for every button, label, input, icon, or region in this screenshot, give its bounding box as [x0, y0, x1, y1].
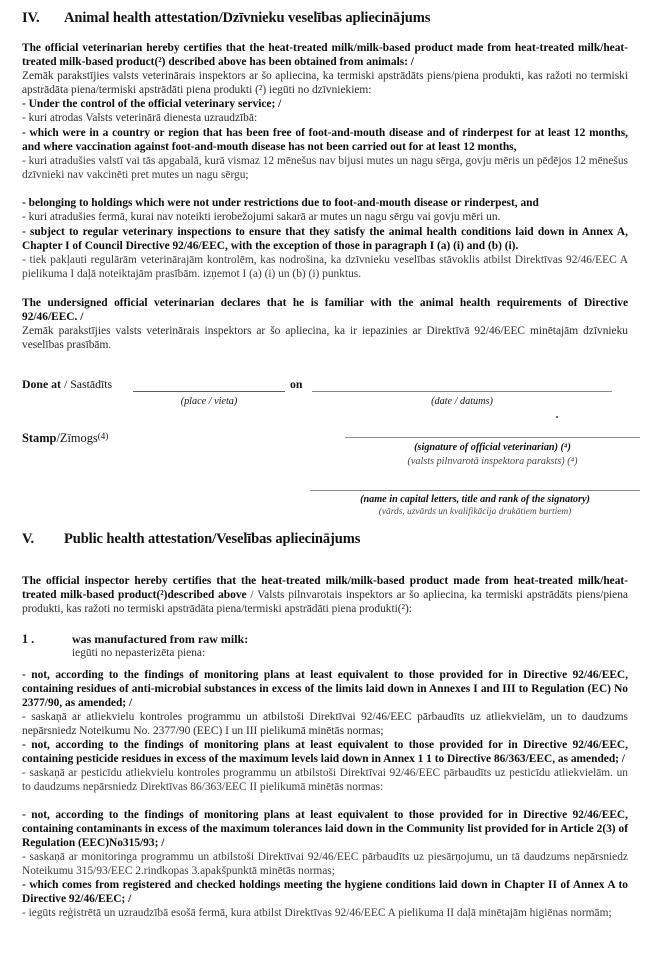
section-iv-declaration: [22, 296, 628, 352]
bullet-lv: - kuri atradušies valstī vai tās apgabalā, kurā vismaz 12 mēnešus nav bijusi mutes un nagu sērga, govju mēris un pēdējos 12 mēnešus dzīvnieki nav vakcinēti pret mutes un nagu sērgu;: [22, 155, 628, 182]
section-title-v: Public health attestation/Veselības apliecinājums: [64, 531, 361, 547]
section-v-bullet-2: [22, 738, 628, 794]
section-v-bullet-1: [22, 668, 628, 738]
place-caption-en: (place: [180, 396, 207, 407]
intro-en: The official inspector hereby certifies that the heat-treated milk/milk-based product made from heat-treated milk/heat-treated milk-based product(²)described above: [22, 575, 628, 602]
section-numeral-v: V.: [22, 531, 35, 547]
scan-artifact-speck: [556, 416, 558, 418]
bullet-en: - which were in a country or region that has been free of foot-and-mouth disease and of rinderpest for at least 12 months, and where vaccination against foot-and-mouth disease has not been carried out for at least 12 months,: [22, 127, 628, 154]
date-caption-lv: datums): [460, 396, 493, 407]
bullet-en: - not, according to the findings of monitoring plans at least equivalent to those provided for in Directive 92/46/EEC, containing residues of anti-microbial substances in excess of the limits laid down in Annexes I and III to Regulation (EC) No 2377/90, as amended; /: [22, 669, 628, 710]
date-caption-sep: /: [452, 396, 461, 407]
bullet-lv: - tiek pakļauti regulārām veterinārajām kontrolēm, kas nodrošina, ka dzīvnieku veselības stāvoklis atbilst Direktīvas 92/46/EEC A pielikuma I daļā noteiktajām prasībām. izņemot I (a) (i) un (b) (i) punktus.: [22, 254, 628, 281]
section-numeral-iv: IV.: [22, 10, 40, 26]
stamp-label-lv: Zīmogs: [59, 431, 98, 445]
place-caption: [133, 396, 285, 407]
bullet-lv: - kuri atradušies fermā, kurai nav noteikti ierobežojumi sakarā ar mutes un nagu sērgu vai govju mēri un.: [22, 211, 501, 224]
name-input-line[interactable]: [310, 490, 640, 491]
bullet-en: - not, according to the findings of monitoring plans at least equivalent to those provided for in Directive 92/46/EEC, containing contaminants in excess of the maximum tolerances laid down in the Community list provided for in Article 2(3) of Regulation (EEC)No315/93; /: [22, 809, 628, 850]
name-caption-lv: (vārds, uzvārds un kvalifikācija drukātiem burtiem): [378, 507, 572, 517]
intro-lv: / Valsts pilnvarotais inspektors ar šo apliecina, ka termiski apstrādāts piens/piena produkti, kas ražoti no termiski apstrādāta piena/termiski apstrādāti piena produkti(²):: [22, 589, 628, 616]
section-v-intro-paragraph: [22, 574, 628, 616]
intro-en: The official veterinarian hereby certifies that the heat-treated milk/milk-based product made from heat-treated milk/heat-treated milk-based product(²) described above has been obtained from animals: /: [22, 42, 628, 69]
date-caption-en: (date: [431, 396, 453, 407]
signature-input-line[interactable]: [345, 437, 640, 438]
place-caption-sep: /: [206, 396, 215, 407]
stamp-footnote-marker: (4): [97, 431, 109, 441]
declaration-lv: Zemāk parakstījies valsts veterinārais inspektors ar šo apliecina, ka ir iepazinies ar Direktīvā 92/46/EEC minētajām dzīvnieku veselības prasībām.: [22, 325, 628, 352]
label-separator: /: [61, 377, 71, 391]
stamp-label-sep: /: [56, 431, 60, 445]
bullet-lv: - kuri atrodas Valsts veterinārā dienesta uzraudzībā:: [22, 112, 258, 125]
done-at-label: [22, 377, 112, 392]
section-iv-bullet-3: [22, 196, 628, 224]
stamp-label-en: Stamp: [22, 431, 57, 445]
section-heading-iv: [22, 10, 628, 27]
section-iv-intro: [22, 41, 628, 97]
date-input-line[interactable]: [312, 391, 612, 392]
intro-lv: Zemāk parakstījies valsts veterinārais inspektors ar šo apliecina, ka termiski apstrādāts piens/piena produkti, kas ražoti no termiski apstrādāta piena/termiski apstrādāti piena produkti (²) iegūti no dzīvniekiem:: [22, 70, 628, 97]
bullet-lv: - saskaņā ar atliekvielu kontroles programmu un atbilstoši Direktīvai 92/46/EEC pārbaudīts uz atliekvielām, un to daudzums nepārsniedz Noteikumu No. 2377/90 (EEC) I un III pielikumā minētās normas;: [22, 711, 628, 738]
bullet-en: - subject to regular veterinary inspections to ensure that they satisfy the animal health conditions laid down in Annex A, Chapter I of Council Directive 92/46/EEC, with the exception of those in paragraph I (a) (i) and (b) (i).: [22, 226, 628, 253]
declaration-en: The undersigned official veterinarian declares that he is familiar with the animal health requirements of Directive 92/46/EEC. /: [22, 297, 628, 324]
section-v-intro: [22, 574, 628, 616]
section-iv-bullet-2: [22, 126, 628, 182]
section-iv-bullet-1: [22, 97, 628, 125]
section-v-item-1: [22, 632, 628, 659]
on-label: on: [290, 377, 303, 391]
section-v-bullet-3: [22, 808, 628, 878]
done-at-label-en: Done at: [22, 377, 61, 391]
stamp-label: [22, 431, 108, 446]
section-iv-bullet-4: [22, 225, 628, 281]
item-heading-en: was manufactured from raw milk:: [72, 632, 249, 646]
bullet-en: - which comes from registered and checked holdings meeting the hygiene conditions laid down in Chapter II of Annex A to Directive 92/46/EEC; /: [22, 879, 628, 906]
item-number: 1 .: [22, 632, 35, 646]
item-heading-lv: iegūti no nepasterizēta piena:: [72, 647, 206, 659]
place-input-line[interactable]: [133, 391, 285, 392]
bullet-en: - belonging to holdings which were not under restrictions due to foot-and-mouth disease or rinderpest, and: [22, 197, 539, 209]
signature-caption-lv: (valsts pilnvarotā inspektora paraksts) (⁴): [407, 456, 578, 467]
place-caption-lv: vieta): [214, 396, 238, 407]
bullet-en: - Under the control of the official veterinary service; /: [22, 98, 282, 110]
section-title-iv: Animal health attestation/Dzīvnieku veselības apliecinājums: [64, 10, 431, 26]
bullet-lv: - saskaņā ar pesticīdu atliekvielu kontroles programmu un atbilstoši Direktīvai 92/46/EEC pārbaudīts uz pesticīdu atliekvielām. un to daudzums nepārsniedz Direktīvas 86/363/EEC II pielikumā minētās normas:: [22, 767, 628, 794]
section-v-bullet-4: [22, 878, 628, 920]
section-heading-v: [22, 531, 628, 548]
bullet-lv: - saskaņā ar monitoringa programmu un atbilstoši Direktīvai 92/46/EEC pārbaudīts uz piesārņojumu, un tā daudzums nepārsniedz Noteikumu 315/93/EEC 2.rindkopas 3.apakšpunktā minētās normas;: [22, 851, 628, 878]
bullet-lv: - iegūts reģistrētā un uzraudzībā esošā fermā, kura atbilst Direktīvas 92/46/EEC A pielikuma II daļā minētajām higiēnas normām;: [22, 907, 612, 920]
done-at-label-lv: Sastādīts: [70, 377, 113, 391]
bullet-en: - not, according to the findings of monitoring plans at least equivalent to those provided for in Directive 92/46/EEC, containing pesticide residues in excess of the maximum levels laid down in Annex 1 1 to Directive 86/363/EEC, as amended; /: [22, 739, 628, 766]
signature-caption-en: (signature of official veterinarian) (⁴): [414, 442, 571, 453]
name-caption-en: (name in capital letters, title and rank of the signatory): [360, 494, 590, 505]
date-caption: [312, 396, 612, 407]
